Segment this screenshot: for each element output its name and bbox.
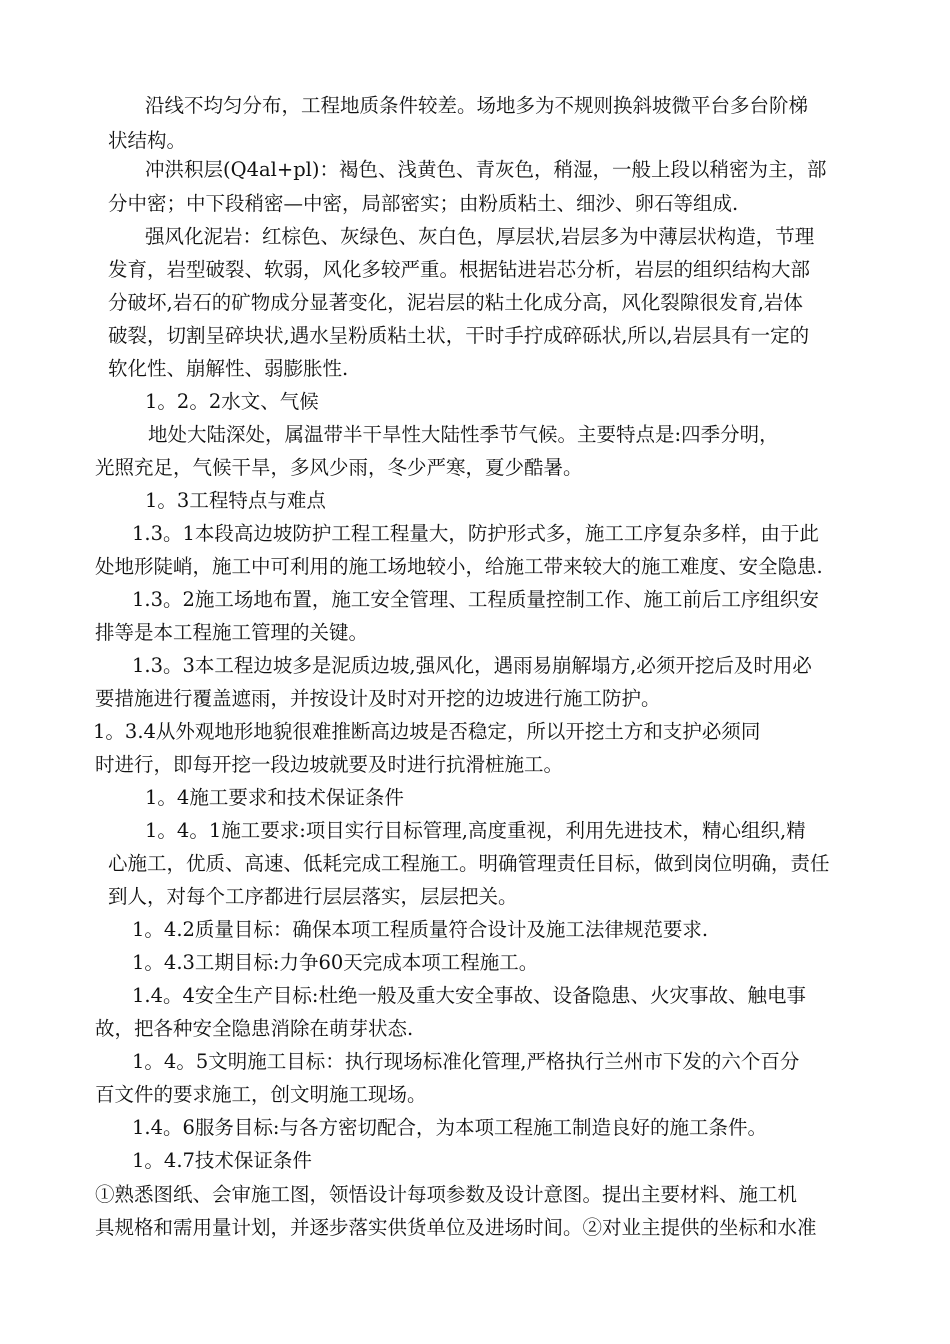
text-line: 排等是本工程施工管理的关键。 bbox=[95, 621, 369, 644]
text-line: 1。4.3工期目标:力争60天完成本项工程施工。 bbox=[132, 951, 539, 974]
text-line: 地处大陆深处，属温带半干旱性大陆性季节气候。主要特点是:四季分明， bbox=[148, 423, 779, 446]
text-line: 1。4.2质量目标：确保本项工程质量符合设计及施工法律规范要求. bbox=[132, 918, 709, 941]
text-line: 1。4。1施工要求:项目实行目标管理,高度重视，利用先进技术，精心组织,精 bbox=[145, 819, 806, 842]
text-line: 故，把各种安全隐患消除在萌芽状态. bbox=[95, 1017, 414, 1040]
text-line: 1。3.4从外观地形地貌很难推断高边坡是否稳定，所以开挖土方和支护必须同 bbox=[93, 720, 761, 743]
text-line: 要措施进行覆盖遮雨，并按设计及时对开挖的边坡进行施工防护。 bbox=[95, 687, 661, 710]
text-line: 百文件的要求施工，创文明施工现场。 bbox=[95, 1083, 427, 1106]
text-line: 分中密；中下段稍密—中密，局部密实；由粉质粘土、细沙、卵石等组成. bbox=[108, 192, 739, 215]
text-line: 冲洪积层(Q4al+pl)：褐色、浅黄色、青灰色，稍湿，一般上段以稍密为主，部 bbox=[145, 158, 827, 181]
text-line: 光照充足，气候干旱，多风少雨，冬少严寒，夏少酷暑。 bbox=[95, 456, 583, 479]
text-line: 发育，岩型破裂、软弱，风化多较严重。根据钻进岩芯分析，岩层的组织结构大部 bbox=[108, 258, 811, 281]
text-line: 到人，对每个工序都进行层层落实，层层把关。 bbox=[108, 885, 518, 908]
text-line: 1。4。5文明施工目标：执行现场标准化管理,严格执行兰州市下发的六个百分 bbox=[132, 1050, 800, 1073]
text-line: 1.3。1本段高边坡防护工程工程量大，防护形式多，施工工序复杂多样，由于此 bbox=[132, 522, 819, 545]
text-line: 状结构。 bbox=[108, 129, 187, 152]
text-line: 心施工，优质、高速、低耗完成工程施工。明确管理责任目标，做到岗位明确，责任 bbox=[108, 852, 830, 875]
text-line: 处地形陡峭，施工中可利用的施工场地较小，给施工带来较大的施工难度、安全隐患. bbox=[95, 555, 823, 578]
text-line: 1.4。6服务目标:与各方密切配合，为本项工程施工制造良好的施工条件。 bbox=[132, 1116, 767, 1139]
section-heading: 1。4.7技术保证条件 bbox=[132, 1149, 312, 1172]
text-line: ①熟悉图纸、会审施工图，领悟设计每项参数及设计意图。提出主要材料、施工机 bbox=[95, 1183, 798, 1206]
text-line: 软化性、崩解性、弱膨胀性. bbox=[108, 357, 349, 380]
text-line: 1.3。2施工场地布置，施工安全管理、工程质量控制工作、施工前后工序组织安 bbox=[132, 588, 819, 611]
text-line: 分破坏,岩石的矿物成分显著变化，泥岩层的粘土化成分高，风化裂隙很发育,岩体 bbox=[108, 291, 803, 314]
text-line: 具规格和需用量计划，并逐步落实供货单位及进场时间。②对业主提供的坐标和水准 bbox=[95, 1216, 817, 1239]
text-line: 时进行，即每开挖一段边坡就要及时进行抗滑桩施工。 bbox=[95, 753, 564, 776]
text-line: 1.4。4安全生产目标:杜绝一般及重大安全事故、设备隐患、火灾事故、触电事 bbox=[132, 984, 806, 1007]
section-heading: 1。4施工要求和技术保证条件 bbox=[145, 786, 404, 809]
text-line: 强风化泥岩：红棕色、灰绿色、灰白色，厚层状,岩层多为中薄层状构造，节理 bbox=[145, 225, 815, 248]
text-line: 破裂，切割呈碎块状,遇水呈粉质粘土状，干时手拧成碎砾状,所以,岩层具有一定的 bbox=[108, 324, 810, 347]
section-heading: 1。2。2水文、气候 bbox=[145, 390, 319, 413]
text-line: 1.3。3本工程边坡多是泥质边坡,强风化，遇雨易崩解塌方,必须开挖后及时用必 bbox=[132, 654, 812, 677]
section-heading: 1。3工程特点与难点 bbox=[145, 489, 326, 512]
text-line: 沿线不均匀分布，工程地质条件较差。场地多为不规则换斜坡微平台多台阶梯 bbox=[145, 94, 809, 117]
